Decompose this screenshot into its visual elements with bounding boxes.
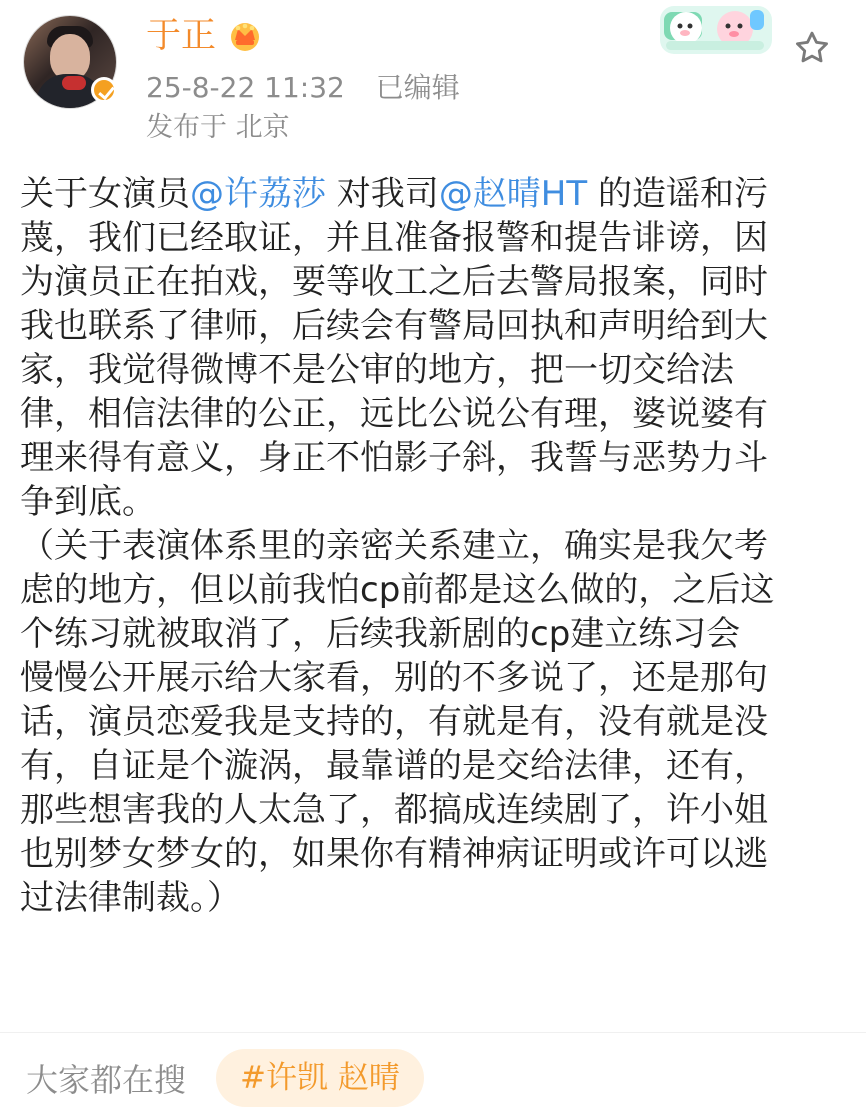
post-line-16: 也别梦女梦女的，如果你有精神病证明或许可以逃 (20, 834, 768, 874)
post-text-segment: 的造谣和污 (587, 174, 768, 214)
post-line-12: 慢慢公开展示给大家看，别的不多说了，还是那句 (20, 658, 768, 698)
verified-checkmark (98, 83, 115, 100)
post-line-1 (20, 172, 844, 216)
edited-flag: 已编辑 (375, 71, 460, 104)
post-line-2: 蔑，我们已经取证，并且准备报警和提告诽谤，因 (20, 218, 768, 258)
post-line-14: 有，自证是个漩涡，最靠谱的是交给法律，还有， (20, 746, 768, 786)
post-meta (146, 70, 460, 106)
mention-link-xulisha[interactable]: @许荔莎 (190, 174, 326, 214)
post-line-5: 家，我觉得微博不是公审的地方，把一切交给法 (20, 350, 734, 390)
post-location: 发布于 北京 (146, 112, 290, 143)
post-paragraph-main (20, 172, 844, 524)
star-outline-icon (793, 29, 831, 67)
trending-hashtag-text: #许凯 赵晴 (240, 1060, 400, 1096)
post-line-11: 个练习就被取消了，后续我新剧的cp建立练习会 (20, 614, 741, 654)
post-line-9: （关于表演体系里的亲密关系建立，确实是我欠考 (20, 526, 768, 566)
post-timestamp: 25-8-22 11:32 (146, 71, 345, 104)
post-line-10: 虑的地方，但以前我怕cp前都是这么做的，之后这 (20, 570, 775, 610)
post-line-7: 理来得有意义，身正不怕影子斜，我誓与恶势力斗 (20, 438, 768, 478)
cartoon-sticker (658, 0, 774, 56)
post-line-6: 律，相信法律的公正，远比公说公有理，婆说婆有 (20, 394, 768, 434)
post-line-13: 话，演员恋爱我是支持的，有就是有，没有就是没 (20, 702, 768, 742)
avatar-hands (62, 76, 86, 90)
footer-divider (0, 1032, 866, 1033)
post-line-3: 为演员正在拍戏，要等收工之后去警局报案，同时 (20, 262, 768, 302)
post-line-17: 过法律制裁。） (20, 878, 241, 918)
post-body (20, 172, 844, 920)
post-line-4: 我也联系了律师，后续会有警局回执和声明给到大 (20, 306, 768, 346)
mention-link-zhaoqing[interactable]: @赵晴HT (438, 174, 588, 214)
trending-label: 大家都在搜 (26, 1061, 187, 1099)
crown-icon (226, 18, 264, 54)
username[interactable]: 于正 (146, 16, 217, 56)
post-line-8: 争到底。 (20, 482, 156, 522)
post-text-segment: 关于女演员 (20, 174, 190, 214)
verified-icon (91, 77, 117, 103)
post-line-15: 那些想害我的人太急了，都搞成连续剧了，许小姐 (20, 790, 768, 830)
post-paragraph-note (20, 524, 844, 920)
post-text-segment: 对我司 (326, 174, 439, 214)
trending-hashtag-pill[interactable] (216, 1049, 424, 1107)
favorite-button[interactable] (790, 26, 834, 70)
